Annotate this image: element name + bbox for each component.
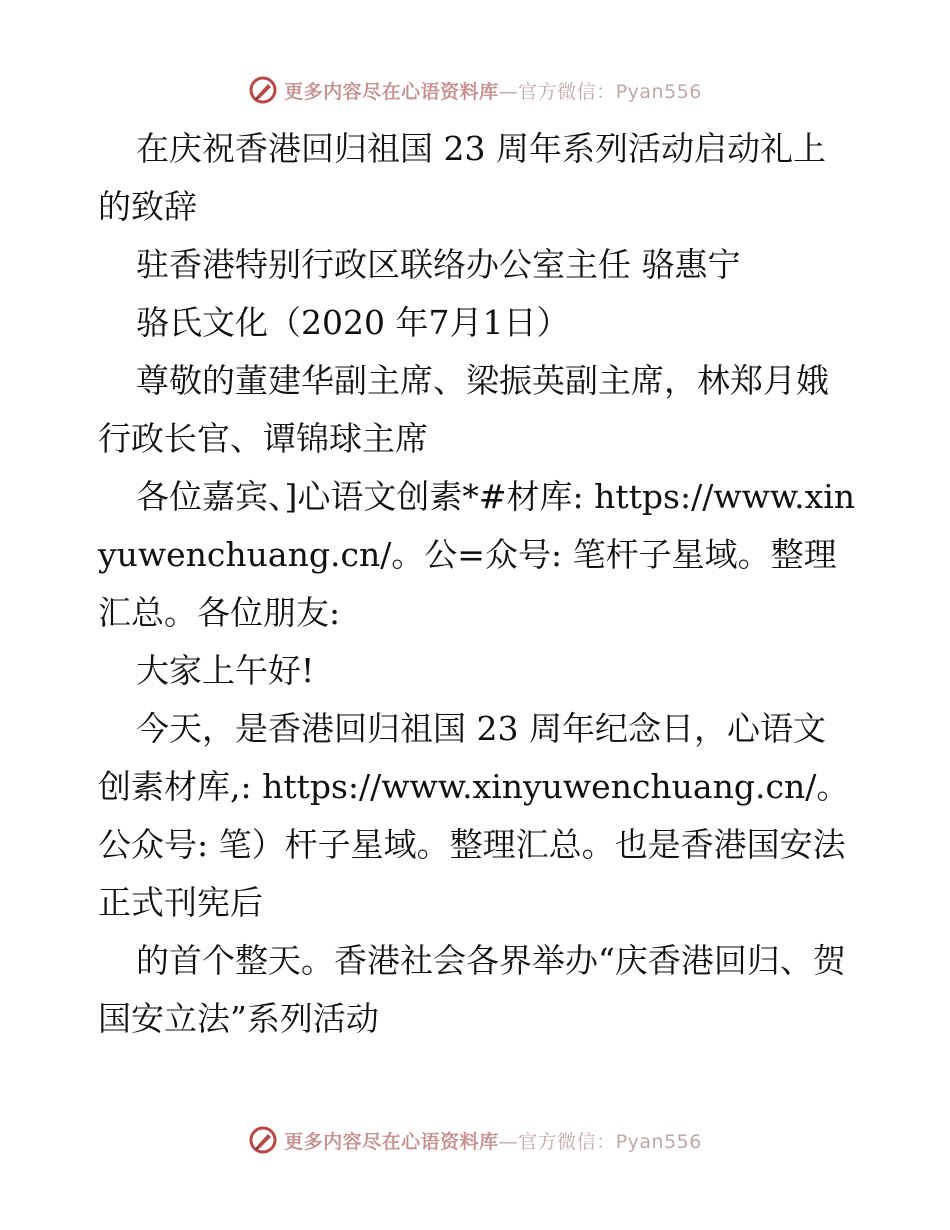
doc-salutation: 尊敬的董建华副主席、梁振英副主席，林郑月娥行政长官、谭锦球主席 [98, 361, 829, 458]
document-body [98, 120, 858, 1048]
header-banner-inner [248, 75, 702, 105]
footer-banner-inner [248, 1125, 702, 1155]
doc-greeting: 大家上午好! [136, 651, 315, 690]
footer-brand-text: 更多内容尽在心语资料库 [284, 1130, 499, 1153]
header-banner-text [284, 77, 702, 104]
header-wechat-label: 官方微信： [518, 80, 616, 103]
doc-guests-line: 各位嘉宾、]心语文创素*#材库: https://www.xinyuwenchuang.cn/。公=众号: 笔杆子星域。整理汇总。各位朋友: [98, 477, 856, 632]
doc-author-line: 驻香港特别行政区联络办公室主任 骆惠宁 [136, 245, 741, 284]
doc-date-line: 骆氏文化（2020 年7月1日） [136, 303, 570, 342]
footer-banner-text [284, 1127, 702, 1154]
header-separator: — [498, 80, 519, 103]
pen-logo-icon [248, 75, 278, 105]
footer-wechat-id: Pyan556 [615, 1130, 702, 1153]
footer-banner [0, 1120, 950, 1160]
header-brand-text: 更多内容尽在心语资料库 [284, 80, 499, 103]
header-wechat-id: Pyan556 [615, 80, 702, 103]
footer-separator: — [498, 1130, 519, 1153]
pen-logo-icon [248, 1125, 278, 1155]
footer-wechat-label: 官方微信： [518, 1130, 616, 1153]
doc-body-paragraph: 的首个整天。香港社会各界举办“庆香港回归、贺国安立法”系列活动 [98, 941, 846, 1038]
doc-title: 在庆祝香港回归祖国 23 周年系列活动启动礼上的致辞 [98, 129, 826, 226]
doc-body-paragraph: 今天，是香港回归祖国 23 周年纪念日，心语文创素材库,: https://www.xinyuwenchuang.cn/。公众号: 笔）杆子星域。整理汇总。也是香港国安法正式刊宪后 [98, 709, 850, 922]
header-banner [0, 70, 950, 110]
